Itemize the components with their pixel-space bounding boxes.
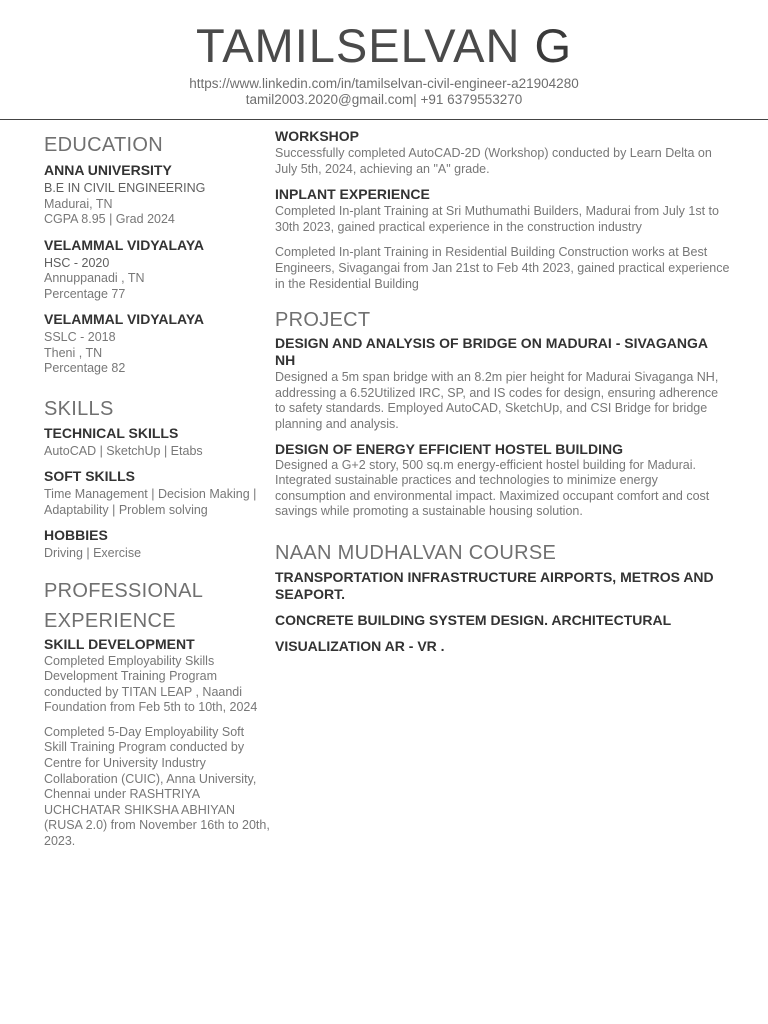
education-entry [44,237,270,303]
inplant-paragraph: Completed In-plant Training in Residential Building Construction works at Best Engineers, Sivagangai from Jan 21st to Feb 4th 2023, gained practical experience in the Residential Building [275,245,730,291]
project-description: Designed a G+2 story, 500 sq.m energy-efficient hostel building for Madurai. Integrated sustainable practices and technologies to minimize energy consumption and environmental impact. Maximized occupant comfort and cost savings while promoting a sustainable housing solution. [275,457,710,519]
location: Annuppanadi , TN [44,271,145,285]
linkedin-url[interactable]: https://www.linkedin.com/in/tamilselvan-civil-engineer-a21904280 [189,76,579,91]
degree: SSLC - 2018 [44,330,116,344]
skills-heading: SKILLS [44,397,114,420]
name-last: G [534,19,573,72]
skill-development-paragraph: Completed Employability Skills Development Training Program conducted by TITAN LEAP , Naandi Foundation from Feb 5th to 10th, 2024 [44,653,258,715]
course-item: VISUALIZATION AR - VR . [275,637,445,654]
technical-skills-list: AutoCAD | SketchUp | Etabs [44,443,203,458]
course-item: CONCRETE BUILDING SYSTEM DESIGN. ARCHITECTURAL [275,611,672,628]
grade: Percentage 77 [44,286,126,301]
course-heading: NAAN MUDHALVAN COURSE [275,541,557,564]
soft-skills-title: SOFT SKILLS [44,468,135,484]
location: Madurai, TN [44,196,113,211]
grade: Percentage 82 [44,361,126,375]
degree: HSC - 2020 [44,255,110,270]
skill-development-paragraph: Completed 5-Day Employability Soft Skill Training Program conducted by Centre for University Industry Collaboration (CUIC), Anna University, Chennai under RASHTRIYA UCHCHATAR SHIKSHA ABHIYAN (RUSA 2.0) from November 16th to 20th, 2023. [44,724,270,849]
workshop-title: WORKSHOP [275,128,359,144]
project-heading: PROJECT [275,309,371,332]
resume-header [0,0,768,120]
skill-development-title: SKILL DEVELOPMENT [44,635,195,652]
soft-skills-line: Adaptability | Problem solving [44,502,208,517]
contact-email-phone[interactable]: tamil2003.2020@gmail.com| +91 6379553270 [245,92,523,107]
grade: CGPA 8.95 | Grad 2024 [44,212,175,226]
candidate-name [0,20,768,72]
experience-heading: EXPERIENCE [44,609,176,632]
project-title: DESIGN AND ANALYSIS OF BRIDGE ON MADURAI - SIVAGANGA NH [275,335,708,369]
workshop-text: Successfully completed AutoCAD-2D (Workshop) conducted by Learn Delta on July 5th, 2024, achieving an "A" grade. [275,146,712,176]
inplant-title: INPLANT EXPERIENCE [275,186,430,203]
inplant-paragraph: Completed In-plant Training at Sri Muthumathi Builders, Madurai from July 1st to 30th 2023, gained practical experience in the construction industry [275,204,719,234]
soft-skills-line: Time Management | Decision Making | [44,487,257,501]
project-title: DESIGN OF ENERGY EFFICIENT HOSTEL BUILDING [275,440,623,457]
project-description: Designed a 5m span bridge with an 8.2m pier height for Madurai Sivaganga NH, addressing a 6.52Utilized IRC, SP, and IS codes for design, ensuring adherence to safety standards. Employed AutoCAD, SketchUp, and CSI Bridge for bridge planning and analysis. [275,370,719,431]
hobbies-list: Driving | Exercise [44,546,142,560]
school-name: ANNA UNIVERSITY [44,162,172,178]
name-first: TAMILSELVAN [195,19,521,72]
education-entry [44,162,270,228]
professional-heading: PROFESSIONAL [44,579,204,602]
school-name: VELAMMAL VIDYALAYA [44,236,205,253]
technical-skills-title: TECHNICAL SKILLS [44,424,179,441]
course-item: TRANSPORTATION INFRASTRUCTURE AIRPORTS, METROS AND SEAPORT. [275,568,714,602]
education-heading: EDUCATION [44,134,163,156]
header-divider [0,119,768,120]
education-entry [44,311,270,377]
school-name: VELAMMAL VIDYALAYA [44,311,205,327]
hobbies-title: HOBBIES [44,527,108,543]
location: Theni , TN [44,345,103,360]
degree: B.E IN CIVIL ENGINEERING [44,181,206,195]
left-column [44,128,270,850]
right-column [275,128,730,655]
